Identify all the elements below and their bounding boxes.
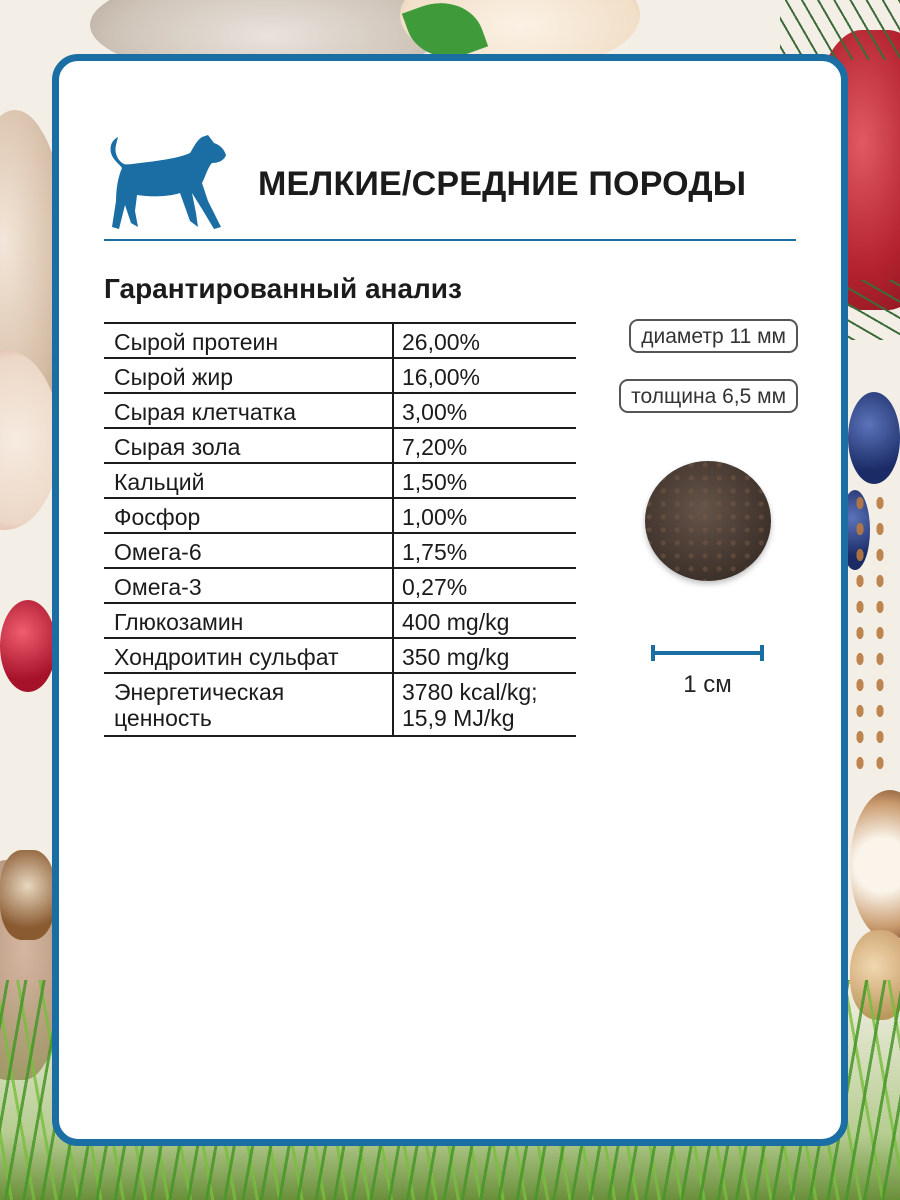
nutrient-value: 1,75% — [393, 533, 576, 568]
nutrient-value: 3780 kcal/kg; 15,9 MJ/kg — [393, 673, 576, 736]
table-row — [104, 533, 576, 568]
grains — [850, 490, 890, 780]
thickness-badge: толщина 6,5 мм — [619, 379, 798, 413]
kibble-photo — [605, 441, 805, 621]
nutrient-label: Фосфор — [104, 498, 393, 533]
coconut — [850, 790, 900, 940]
table-row — [104, 673, 576, 736]
nutrient-label: Омега-6 — [104, 533, 393, 568]
table-row — [104, 428, 576, 463]
nutrient-label: Кальций — [104, 463, 393, 498]
table-row — [104, 358, 576, 393]
nutrient-value: 26,00% — [393, 323, 576, 358]
scale-tick-left — [651, 645, 655, 661]
nutrient-label: Сырая зола — [104, 428, 393, 463]
table-row — [104, 323, 576, 358]
nutrient-label: Энергетическая ценность — [104, 673, 393, 736]
diameter-badge: диаметр 11 мм — [629, 319, 798, 353]
nutrient-label: Хондроитин сульфат — [104, 638, 393, 673]
nutrient-value: 7,20% — [393, 428, 576, 463]
table-row — [104, 603, 576, 638]
cranberry — [0, 600, 56, 692]
scale-label: 1 см — [683, 671, 732, 698]
nutrient-value: 16,00% — [393, 358, 576, 393]
nutrient-value: 1,00% — [393, 498, 576, 533]
nutrient-value: 400 mg/kg — [393, 603, 576, 638]
table-row — [104, 463, 576, 498]
nutrient-value: 0,27% — [393, 568, 576, 603]
nutrient-label: Сырой протеин — [104, 323, 393, 358]
scale-bar — [651, 645, 764, 661]
nutrient-value: 350 mg/kg — [393, 638, 576, 673]
nutrient-value: 1,50% — [393, 463, 576, 498]
info-card — [52, 54, 848, 1146]
nut — [0, 850, 55, 940]
nutrient-label: Сырая клетчатка — [104, 393, 393, 428]
rosemary-sprig — [780, 0, 900, 60]
table-row — [104, 638, 576, 673]
scale-line — [651, 651, 764, 655]
header — [104, 131, 796, 241]
table-row — [104, 498, 576, 533]
scale-tick-right — [760, 645, 764, 661]
table-row — [104, 393, 576, 428]
nutrient-label: Глюкозамин — [104, 603, 393, 638]
table-row — [104, 568, 576, 603]
analysis-table — [104, 322, 576, 737]
analysis-title: Гарантированный анализ — [104, 273, 462, 304]
nutrient-label: Сырой жир — [104, 358, 393, 393]
kibble-image — [645, 461, 771, 581]
page-title: МЕЛКИЕ/СРЕДНИЕ ПОРОДЫ — [258, 165, 747, 203]
rosemary-sprig — [840, 280, 900, 340]
nutrient-value: 3,00% — [393, 393, 576, 428]
blueberry — [848, 392, 900, 484]
nutrient-label: Омега-3 — [104, 568, 393, 603]
dog-icon — [104, 131, 228, 235]
